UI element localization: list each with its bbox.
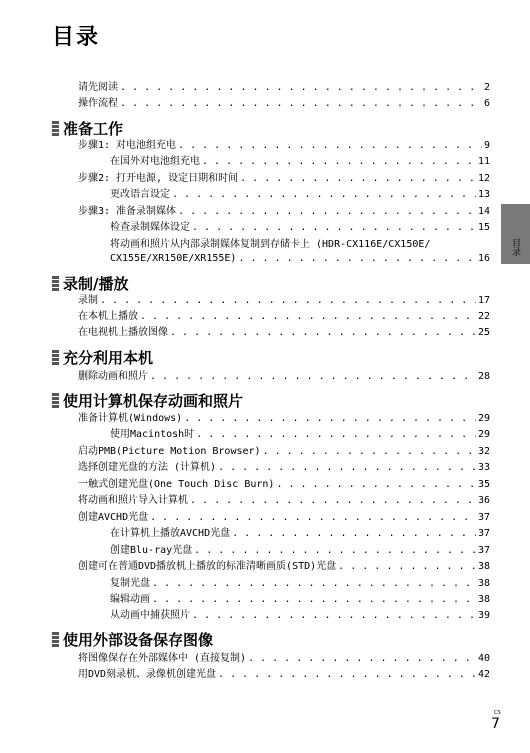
leader-dots [152,593,476,607]
leader-dots [238,252,476,266]
entry-page: 38 [477,594,490,605]
leader-dots [338,560,476,574]
side-tab-label: 目录 [510,238,520,256]
toc-entry[interactable] [78,412,490,426]
entry-page: 15 [477,222,490,233]
section-title: 准备工作 [63,120,124,138]
toc-entry[interactable] [110,527,490,541]
toc-entry[interactable] [110,593,490,607]
entry-text: 步骤1: 对电池组充电 [78,140,177,151]
toc-entry[interactable] [110,155,490,169]
section-heading [52,629,213,650]
toc-entry[interactable] [110,428,490,442]
entry-text: CX155E/XR150E/XR155E) [110,253,237,264]
entry-text: 将图像保存在外部媒体中 (直接复制) [78,653,247,664]
entry-text: 一触式创建光盘(One Touch Disc Burn) [78,479,275,490]
entry-text: 从动画中捕获照片 [110,610,190,621]
entry-text: 操作流程 [78,98,118,109]
entry-text: 使用Macintosh时 [110,429,195,440]
toc-entry[interactable] [78,652,490,666]
entry-text: 在本机上播放 [78,311,138,322]
toc-entry[interactable] [110,252,490,266]
leader-dots [263,445,476,459]
leader-dots [240,172,476,186]
entry-page: 17 [477,295,490,306]
toc-entry[interactable] [110,188,490,202]
entry-page: 14 [477,206,490,217]
toc-entry[interactable] [78,370,490,384]
leader-dots [218,668,476,682]
entry-page: 29 [477,429,490,440]
leader-dots [232,527,476,541]
entry-text: 启动PMB(Picture Motion Browser) [78,446,261,457]
leader-dots [218,461,476,475]
leader-dots [152,577,476,591]
section-title: 使用外部设备保存图像 [63,631,214,649]
toc-entry[interactable] [78,97,490,111]
entry-page: 6 [483,98,490,109]
entry-page: 11 [477,156,490,167]
entry-page: 38 [477,578,490,589]
section-heading [52,347,153,368]
toc-entry[interactable] [78,139,490,153]
toc-entry[interactable] [78,172,490,186]
entry-page: 37 [477,512,490,523]
entry-text: 检查录制媒体设定 [110,222,190,233]
entry-text: 复制光盘 [110,578,150,589]
entry-page: 38 [477,561,490,572]
toc-entry[interactable] [110,609,490,623]
toc-entry[interactable] [110,577,490,591]
entry-text: 在国外对电池组充电 [110,156,200,167]
toc-entry[interactable] [78,668,490,682]
entry-page: 42 [477,669,490,680]
toc-entry[interactable] [110,221,490,235]
toc-entry[interactable] [78,560,490,574]
leader-dots [202,155,476,169]
toc-entry-line[interactable]: 将动画和照片从内部录制媒体复制到存储卡上 (HDR-CX116E/CX150E/ [110,239,431,250]
entry-text: 更改语言设定 [110,189,170,200]
entry-text: 创建可在普通DVD播放机上播放的标准清晰画质(STD)光盘 [78,561,337,572]
leader-dots [178,139,482,153]
section-title: 使用计算机保存动画和照片 [63,392,244,410]
leader-dots [150,370,476,384]
toc-entry[interactable] [78,461,490,475]
leader-dots [170,326,476,340]
toc-entry[interactable] [78,81,490,95]
entry-page: 39 [477,610,490,621]
entry-page: 36 [477,495,490,506]
leader-dots [172,188,476,202]
section-bar-icon [52,121,59,136]
section-bar-icon [52,632,59,647]
section-bar-icon [52,276,59,291]
leader-dots [120,81,482,95]
leader-dots [190,494,476,508]
entry-text: 将动画和照片导入计算机 [78,495,188,506]
toc-entry[interactable] [78,511,490,525]
entry-text: 请先阅读 [78,82,118,93]
section-bar-icon [52,350,59,365]
leader-dots [276,478,476,492]
section-bar-icon [52,393,59,408]
leader-dots [248,652,476,666]
entry-page: 29 [477,413,490,424]
leader-dots [100,294,476,308]
entry-text: 在电视机上播放图像 [78,327,168,338]
entry-page: 32 [477,446,490,457]
leader-dots [120,97,482,111]
entry-text: 删除动画和照片 [78,371,148,382]
entry-page: 37 [477,528,490,539]
toc-entry[interactable] [78,310,490,324]
page-title: 目录 [52,25,101,50]
section-title: 录制/播放 [63,275,129,293]
section-heading [52,390,243,411]
entry-text: 录制 [78,295,98,306]
toc-entry[interactable] [110,544,490,558]
section-heading [52,273,128,294]
entry-text: 准备计算机(Windows) [78,413,183,424]
toc-entry[interactable] [78,294,490,308]
toc-entry[interactable] [78,205,490,219]
section-title: 充分利用本机 [63,349,154,367]
entry-text: 步骤2: 打开电源, 设定日期和时间 [78,173,239,184]
entry-page: 35 [477,479,490,490]
entry-page: 9 [483,140,490,151]
toc-entry[interactable] [78,494,490,508]
entry-page: 16 [477,253,490,264]
entry-page: 22 [477,311,490,322]
leader-dots [196,428,476,442]
leader-dots [192,609,476,623]
toc-entry[interactable] [78,445,490,459]
entry-page: 28 [477,371,490,382]
page-language-code: CS [494,710,501,716]
entry-text: 编辑动画 [110,594,150,605]
leader-dots [184,412,476,426]
entry-page: 37 [477,545,490,556]
entry-text: 步骤3: 准备录制媒体 [78,206,177,217]
toc-entry[interactable] [78,478,490,492]
leader-dots [194,544,476,558]
entry-page: 25 [477,327,490,338]
leader-dots [140,310,476,324]
section-heading [52,118,123,139]
entry-page: 33 [477,462,490,473]
toc-entry[interactable] [78,326,490,340]
entry-text: 选择创建光盘的方法 (计算机) [78,462,217,473]
entry-page: 2 [483,82,490,93]
leader-dots [150,511,476,525]
entry-page: 13 [477,189,490,200]
entry-text: 在计算机上播放AVCHD光盘 [110,528,231,539]
entry-page: 40 [477,653,490,664]
leader-dots [192,221,476,235]
leader-dots [178,205,476,219]
entry-text: 用DVD刻录机、录像机创建光盘 [78,669,217,680]
page-number: 7 [491,716,500,732]
entry-text: 创建AVCHD光盘 [78,512,149,523]
entry-page: 12 [477,173,490,184]
entry-text: 创建Blu-ray光盘 [110,545,193,556]
